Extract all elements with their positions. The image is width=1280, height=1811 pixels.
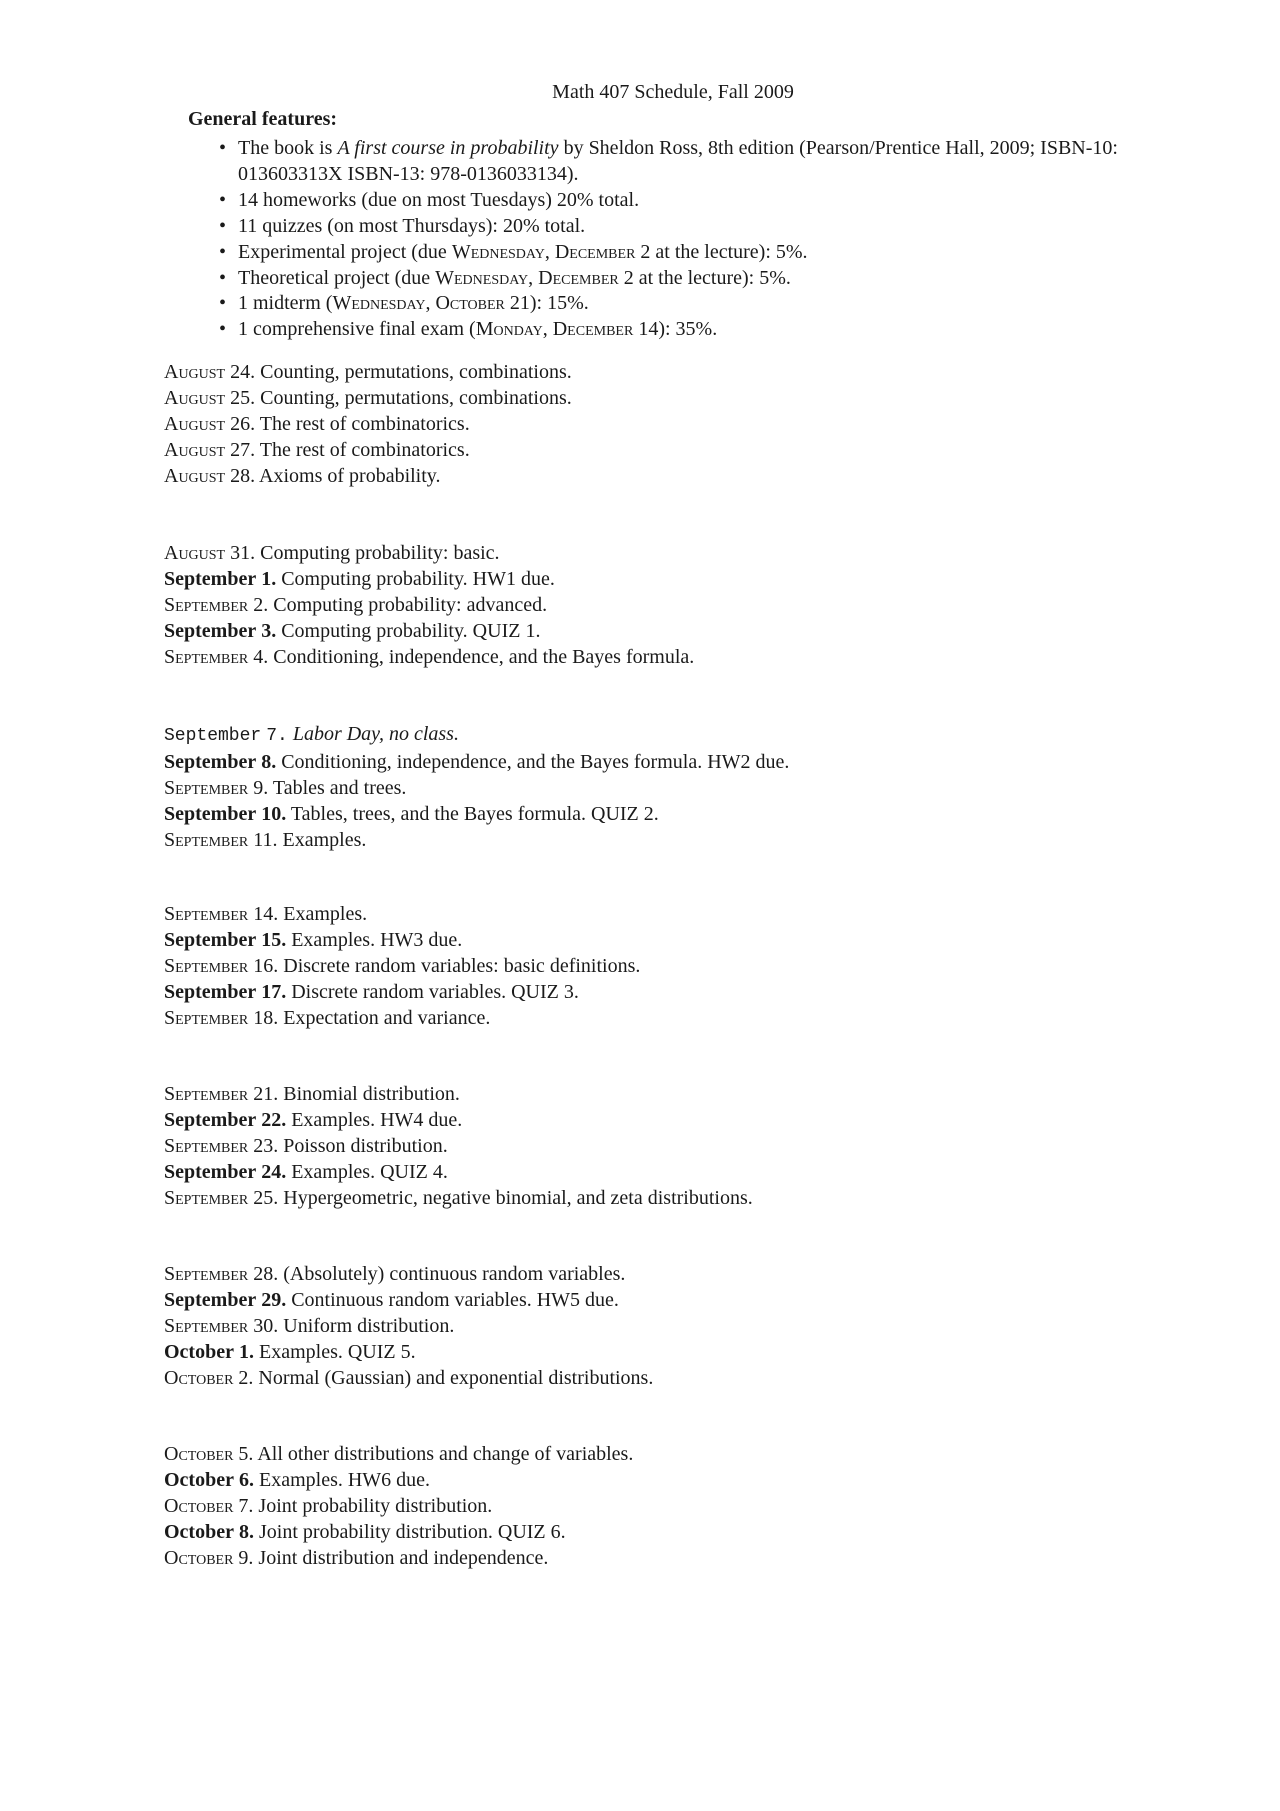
- entry-month: September: [164, 750, 257, 773]
- schedule-entry: [164, 1186, 753, 1212]
- entry-topic: Joint distribution and independence.: [258, 1546, 549, 1569]
- bullet-text: 14 homeworks (due on most Tuesdays) 20% total.: [238, 188, 640, 211]
- entry-day: 28.: [230, 464, 256, 487]
- entry-month: September: [164, 567, 257, 590]
- entry-topic: (Absolutely) continuous random variables.: [283, 1263, 626, 1285]
- bullet-text: 1 midterm (: [238, 292, 333, 315]
- entry-month: September: [164, 802, 257, 825]
- entry-month: September: [164, 619, 257, 642]
- entry-topic: Examples.: [283, 903, 368, 925]
- entry-day: 29.: [261, 1288, 287, 1311]
- entry-day: 22.: [261, 1108, 287, 1131]
- bullet-icon: •: [219, 266, 227, 289]
- schedule-entry: [164, 386, 572, 412]
- entry-day: 1.: [261, 567, 277, 590]
- entry-month: October: [164, 1494, 234, 1517]
- schedule-entry: [164, 567, 694, 593]
- entry-month: September: [164, 1186, 249, 1209]
- entry-topic: Hypergeometric, negative binomial, and zeta distributions.: [283, 1186, 753, 1209]
- entry-day: 16.: [253, 954, 279, 977]
- schedule-entry: [164, 776, 789, 802]
- entry-month: August: [164, 412, 226, 435]
- bullet-icon: •: [219, 292, 227, 315]
- bullet-text: Monday, December: [475, 318, 634, 341]
- entry-day: 25.: [230, 386, 256, 409]
- entry-topic: Normal (Gaussian) and exponential distributions.: [258, 1366, 654, 1389]
- schedule-entry: [164, 1546, 633, 1572]
- page-title: Math 407 Schedule, Fall 2009: [552, 81, 794, 103]
- bullet-item: [219, 188, 1199, 214]
- schedule-entry: [164, 360, 572, 386]
- entry-month: September: [164, 1160, 257, 1183]
- entry-month: August: [164, 542, 226, 564]
- entry-topic: The rest of combinatorics.: [259, 412, 470, 435]
- entry-topic: Counting, permutations, combinations.: [260, 361, 572, 383]
- schedule-entry: [164, 619, 694, 645]
- bullet-item: [219, 266, 1199, 292]
- entry-day: 24.: [261, 1160, 287, 1183]
- entry-day: 11.: [253, 828, 278, 851]
- entry-topic: Computing probability: advanced.: [273, 593, 548, 616]
- entry-day: 6.: [238, 1468, 254, 1491]
- bullet-icon: •: [219, 214, 227, 237]
- bullet-text: Experimental project (due: [238, 240, 452, 263]
- entry-day: 4.: [253, 645, 269, 668]
- bullet-icon: •: [219, 240, 227, 263]
- bullet-item: [219, 317, 1199, 343]
- entry-day: 8.: [261, 750, 277, 773]
- entry-topic: All other distributions and change of variables.: [257, 1443, 634, 1465]
- entry-month: October: [164, 1340, 234, 1363]
- schedule-entry: [164, 722, 789, 750]
- book-title: A first course in probability: [337, 137, 559, 159]
- entry-day: 24.: [230, 361, 256, 383]
- entry-topic: Conditioning, independence, and the Bayes formula. HW2 due.: [281, 750, 790, 773]
- entry-day: 2.: [238, 1366, 254, 1389]
- entry-month: September: [164, 928, 257, 951]
- bullet-book: [219, 136, 1199, 188]
- schedule-entry: [164, 928, 640, 954]
- schedule-entry: [164, 1468, 633, 1494]
- entry-topic: Discrete random variables: basic definitions.: [283, 954, 641, 977]
- entry-day: 8.: [238, 1520, 254, 1543]
- entry-day: 21.: [253, 1083, 279, 1105]
- bullet-text: 2 at the lecture): 5%.: [618, 266, 791, 289]
- entry-day: 25.: [253, 1186, 279, 1209]
- entry-day: 14.: [253, 903, 279, 925]
- schedule-entry: [164, 412, 572, 438]
- entry-day: 9.: [253, 776, 269, 799]
- schedule-entry: [164, 1108, 753, 1134]
- entry-topic: Examples. HW6 due.: [258, 1468, 431, 1491]
- schedule-entry: [164, 1494, 633, 1520]
- general-features-heading: General features:: [188, 108, 338, 130]
- entry-month: August: [164, 386, 226, 409]
- entry-day: 1.: [238, 1340, 254, 1363]
- entry-month: September: [164, 1083, 249, 1105]
- entry-topic: Tables and trees.: [272, 776, 407, 799]
- schedule-entry: [164, 954, 640, 980]
- schedule-entry: [164, 438, 572, 464]
- bullet-icon: •: [219, 137, 227, 159]
- entry-month: September: [164, 1108, 257, 1131]
- book-prefix: The book is: [238, 137, 338, 159]
- schedule-entry: [164, 645, 694, 671]
- bullet-text: Theoretical project (due: [238, 266, 436, 289]
- entry-day: 3.: [261, 619, 277, 642]
- entry-day: 28.: [253, 1263, 279, 1285]
- entry-month: September: [164, 1006, 249, 1029]
- entry-topic: Joint probability distribution.: [258, 1494, 493, 1517]
- entry-month: September: [164, 828, 249, 851]
- entry-topic: Examples. QUIZ 5.: [258, 1340, 416, 1363]
- entry-topic: Uniform distribution.: [283, 1314, 455, 1337]
- entry-topic: Discrete random variables. QUIZ 3.: [291, 980, 579, 1003]
- schedule-entry: [164, 541, 694, 567]
- entry-month: September: [164, 593, 249, 616]
- schedule-entry: [164, 802, 789, 828]
- entry-day: 10.: [261, 802, 287, 825]
- entry-month: October: [164, 1520, 234, 1543]
- schedule-entry: [164, 828, 789, 854]
- entry-month: September: [164, 980, 257, 1003]
- bullet-item: [219, 240, 1199, 266]
- entry-day: 18.: [253, 1006, 279, 1029]
- bullet-text: 21): 15%.: [504, 292, 589, 315]
- bullet-icon: •: [219, 318, 227, 341]
- entry-day: 5.: [238, 1443, 254, 1465]
- entry-day: 27.: [230, 438, 256, 461]
- entry-day: 31.: [230, 542, 256, 564]
- schedule-entry: [164, 1288, 653, 1314]
- week-group: [164, 722, 789, 854]
- entry-topic: Computing probability: basic.: [260, 542, 500, 564]
- schedule-entry: [164, 1520, 633, 1546]
- entry-topic: Computing probability. QUIZ 1.: [281, 619, 541, 642]
- entry-topic: Poisson distribution.: [283, 1134, 448, 1157]
- schedule-entry: [164, 1160, 753, 1186]
- entry-topic: Examples. HW3 due.: [291, 928, 463, 951]
- entry-day: 7.: [266, 726, 288, 746]
- schedule-entry: [164, 1442, 633, 1468]
- entry-topic: Tables, trees, and the Bayes formula. QUIZ 2.: [290, 802, 659, 825]
- entry-month: August: [164, 464, 226, 487]
- bullet-text: 11 quizzes (on most Thursdays): 20% total.: [238, 214, 586, 237]
- bullet-text: Wednesday, December: [435, 266, 619, 289]
- entry-day: 23.: [253, 1134, 279, 1157]
- entry-day: 26.: [230, 412, 256, 435]
- entry-topic: Conditioning, independence, and the Bayes formula.: [273, 645, 695, 668]
- entry-month: September: [164, 776, 249, 799]
- bullet-text: 14): 35%.: [633, 318, 718, 341]
- entry-topic: Computing probability. HW1 due.: [281, 567, 555, 590]
- entry-day: 17.: [261, 980, 287, 1003]
- entry-topic: Labor Day, no class.: [292, 723, 459, 745]
- bullet-text: 2 at the lecture): 5%.: [635, 240, 808, 263]
- bullet-item: [219, 291, 1199, 317]
- entry-month: October: [164, 1546, 234, 1569]
- week-group: [164, 1442, 633, 1572]
- entry-month: October: [164, 1366, 234, 1389]
- entry-topic: Joint probability distribution. QUIZ 6.: [258, 1520, 566, 1543]
- schedule-entry: [164, 750, 789, 776]
- bullet-text: Wednesday, December: [451, 240, 636, 263]
- entry-day: 15.: [261, 928, 287, 951]
- entry-topic: Examples. HW4 due.: [291, 1108, 463, 1131]
- entry-month: September: [164, 954, 249, 977]
- entry-day: 30.: [253, 1314, 279, 1337]
- entry-month: September: [164, 726, 262, 746]
- entry-topic: Examples.: [282, 828, 367, 851]
- entry-topic: Expectation and variance.: [283, 1006, 491, 1029]
- entry-topic: Continuous random variables. HW5 due.: [291, 1288, 619, 1311]
- entry-month: October: [164, 1443, 234, 1465]
- entry-topic: The rest of combinatorics.: [259, 438, 470, 461]
- entry-topic: Counting, permutations, combinations.: [260, 386, 572, 409]
- book-details: by Sheldon Ross, 8th edition (Pearson/Prentice Hall, 2009; ISBN-10: 013603313X ISBN-13: 978-0136033134).: [238, 137, 1118, 185]
- entry-topic: Axioms of probability.: [259, 464, 441, 487]
- schedule-entry: [164, 1082, 753, 1108]
- entry-day: 2.: [253, 593, 269, 616]
- entry-month: October: [164, 1468, 234, 1491]
- entry-month: September: [164, 1288, 257, 1311]
- bullet-text: Wednesday, October: [332, 292, 505, 315]
- entry-month: September: [164, 1134, 249, 1157]
- entry-month: August: [164, 361, 226, 383]
- schedule-entry: [164, 464, 572, 490]
- week-group: [164, 1262, 653, 1392]
- schedule-entry: [164, 1262, 653, 1288]
- entry-day: 9.: [238, 1546, 254, 1569]
- schedule-entry: [164, 1340, 653, 1366]
- week-group: [164, 902, 640, 1032]
- schedule-entry: [164, 1366, 653, 1392]
- week-group: [164, 541, 694, 671]
- schedule-entry: [164, 1134, 753, 1160]
- schedule-entry: [164, 980, 640, 1006]
- schedule-entry: [164, 593, 694, 619]
- entry-month: August: [164, 438, 226, 461]
- entry-month: September: [164, 1314, 249, 1337]
- schedule-entry: [164, 1314, 653, 1340]
- bullet-text: 1 comprehensive final exam (: [238, 318, 476, 341]
- bullet-icon: •: [219, 188, 227, 211]
- entry-topic: Examples. QUIZ 4.: [291, 1160, 448, 1183]
- schedule-entry: [164, 1006, 640, 1032]
- general-features-list: [219, 136, 1199, 343]
- schedule-entry: [164, 902, 640, 928]
- entry-month: September: [164, 903, 249, 925]
- entry-topic: Binomial distribution.: [283, 1083, 460, 1105]
- entry-month: September: [164, 645, 249, 668]
- entry-month: September: [164, 1263, 249, 1285]
- week-group: [164, 360, 572, 490]
- bullet-item: [219, 214, 1199, 240]
- week-group: [164, 1082, 753, 1212]
- entry-day: 7.: [238, 1494, 254, 1517]
